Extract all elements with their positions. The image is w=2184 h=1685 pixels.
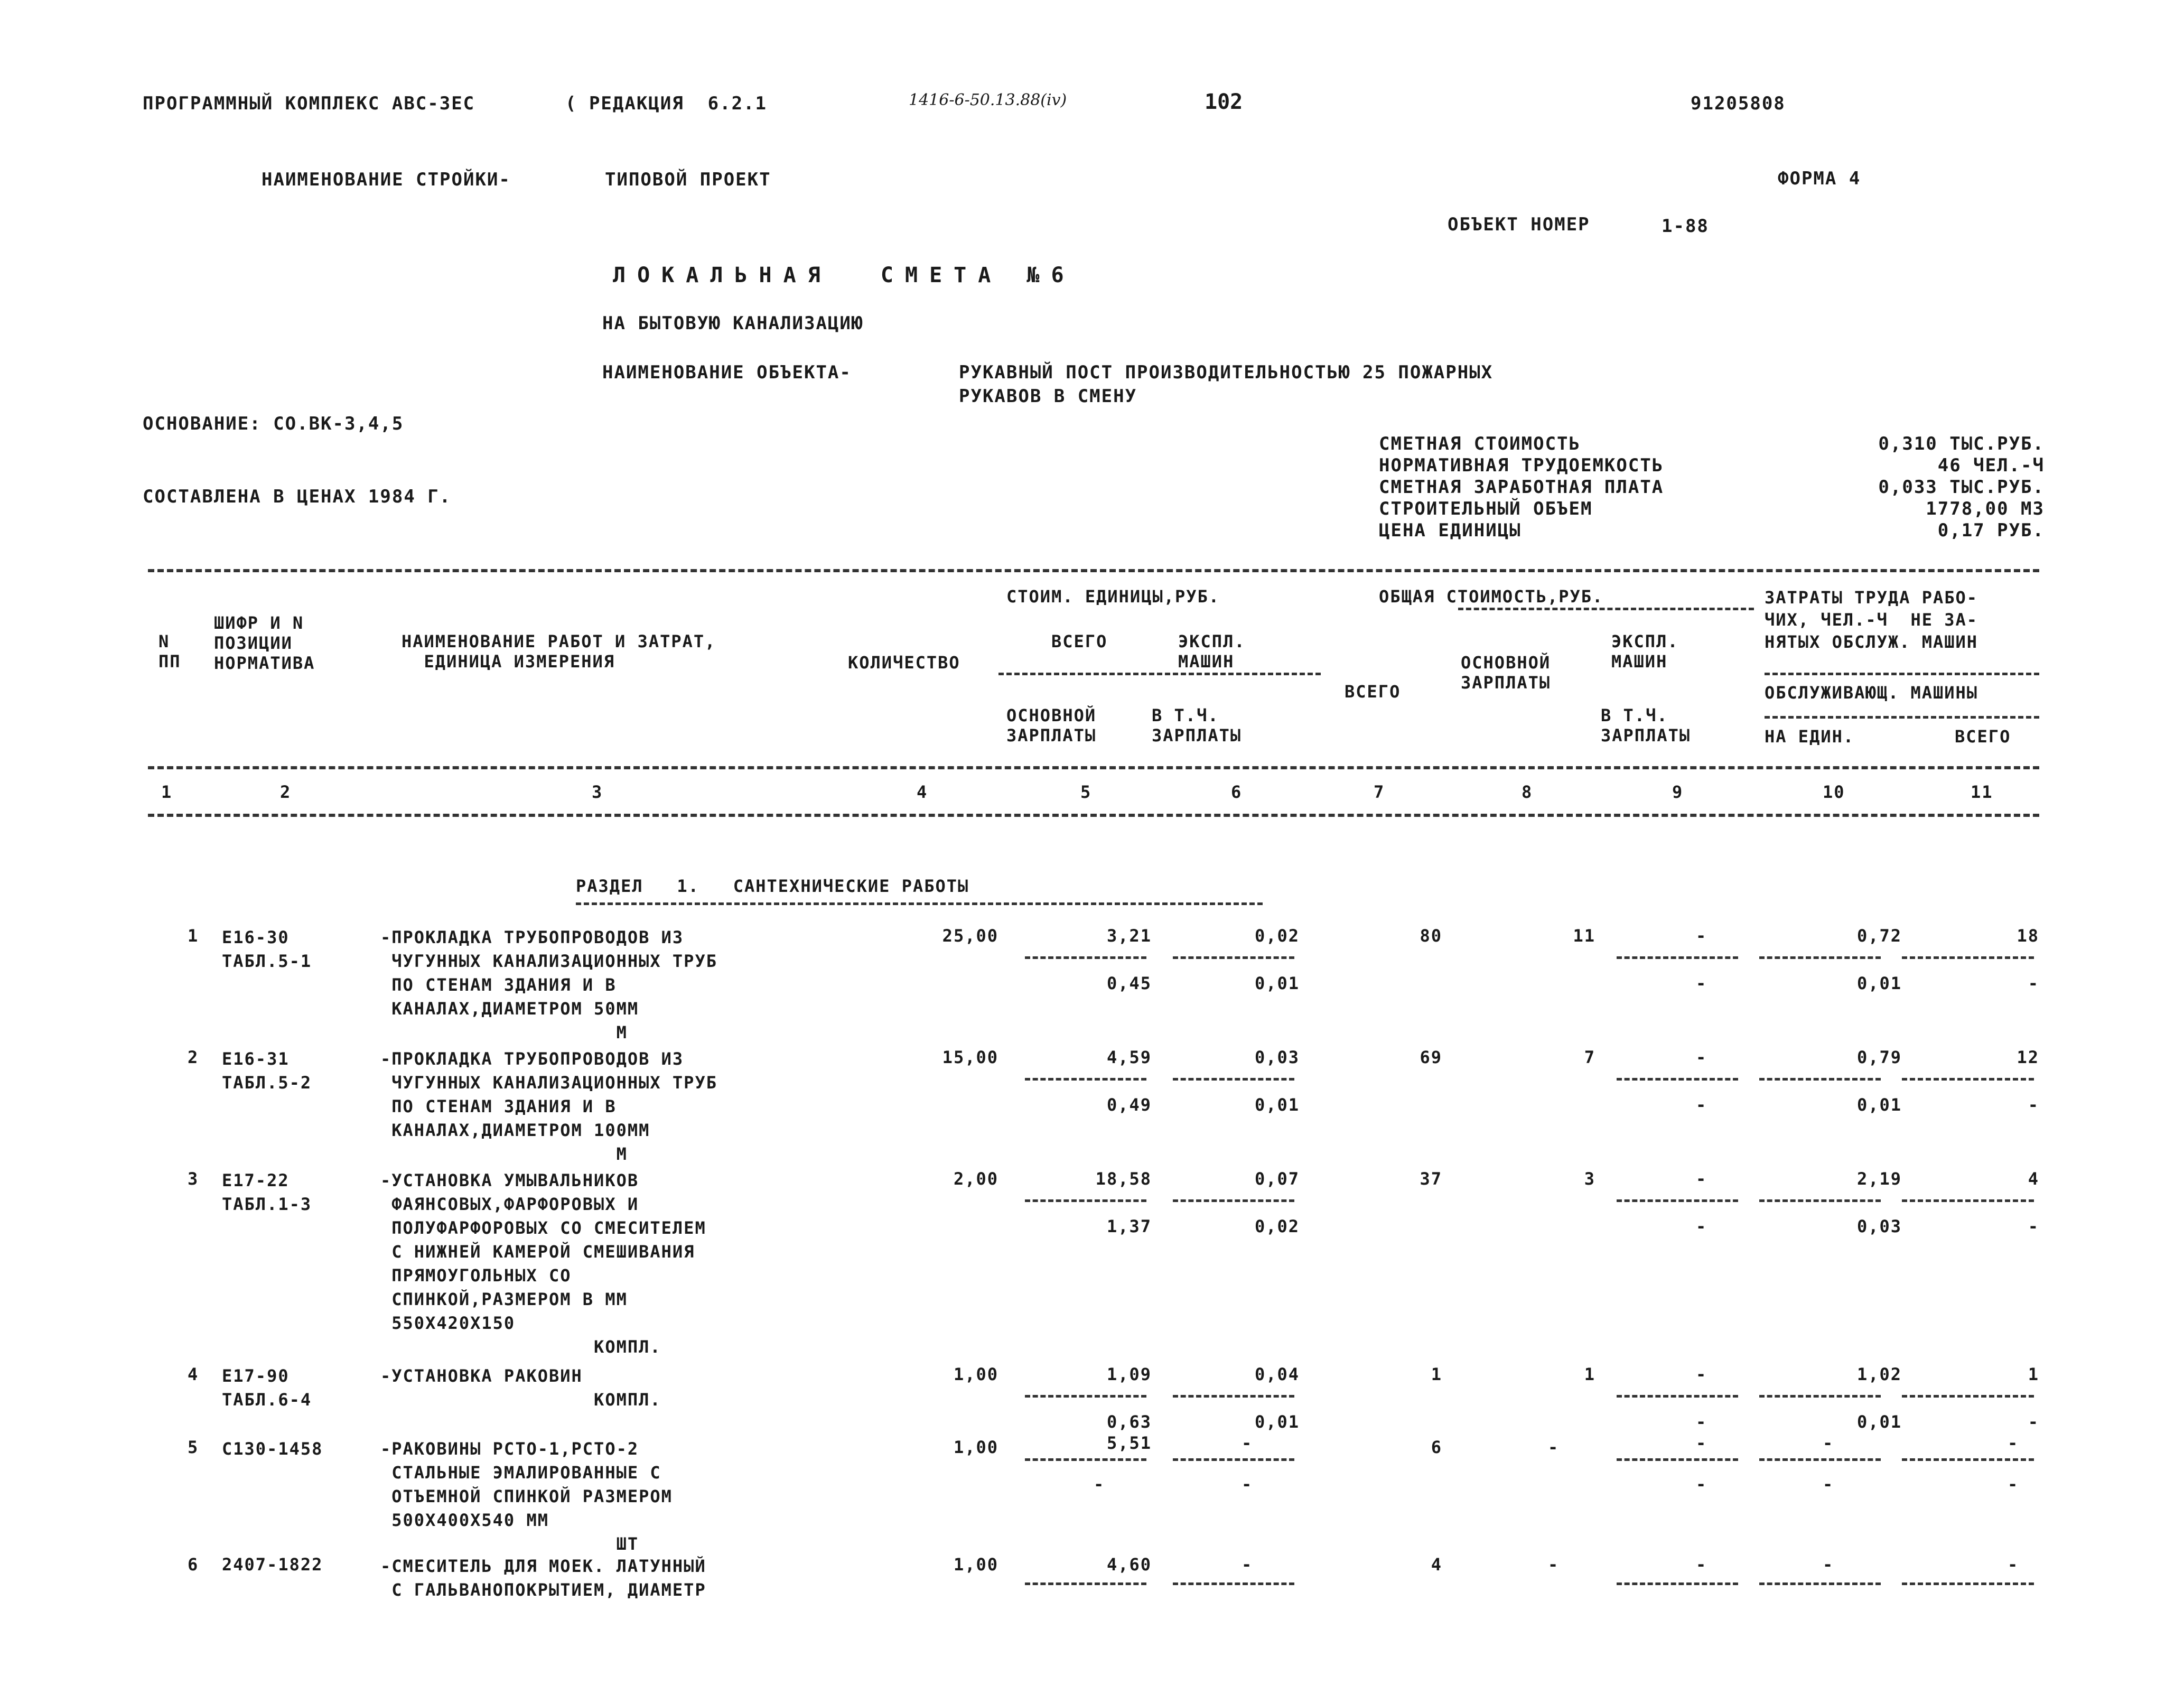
row-unit-incl-wage: 0,01 [1254, 973, 1300, 993]
row-base-wage: 11 [1573, 926, 1595, 946]
row-qty: 1,00 [953, 1364, 998, 1384]
row-sub-rule [1173, 956, 1294, 959]
row-unit-total: 18,58 [1095, 1169, 1152, 1189]
construction-label: НАИМЕНОВАНИЕ СТРОЙКИ- [262, 169, 511, 190]
row-unit-incl-wage: 0,01 [1254, 1095, 1300, 1115]
page-title: ЛОКАЛЬНАЯ СМЕТА №6 [613, 263, 1076, 287]
row-name: -ПРОКЛАДКА ТРУБОПРОВОДОВ ИЗ ЧУГУННЫХ КАНАЛИЗАЦИОННЫХ ТРУБ ПО СТЕНАМ ЗДАНИЯ И В КАНАЛАХ,ДИАМЕТРОМ 50ММ М [380, 927, 717, 1042]
row-unit-mach: 0,03 [1254, 1047, 1300, 1067]
row-unit-base-wage: 0,63 [1106, 1412, 1152, 1432]
object-line-1: РУКАВНЫЙ ПОСТ ПРОИЗВОДИТЕЛЬНОСТЬЮ 25 ПОЖАРНЫХ [959, 362, 1494, 383]
row-code: 2407-1822 [222, 1554, 323, 1575]
row-unit-mach: - [1242, 1554, 1253, 1575]
header-unit-base-wage: ОСНОВНОЙ ЗАРПЛАТЫ [1006, 705, 1097, 746]
object-label: НАИМЕНОВАНИЕ ОБЪЕКТА- [602, 362, 852, 383]
row-unit-base-wage: 0,45 [1106, 973, 1152, 993]
summary-value: 0,033 ТЫС.РУБ. [1878, 477, 2045, 498]
row-sub-rule [1173, 1582, 1294, 1585]
row-incl-wage: - [1696, 1095, 1707, 1115]
header-unit-mach: ЭКСПЛ. МАШИН [1178, 631, 1246, 672]
row-labor-total-2: - [2028, 1412, 2039, 1432]
header-inner-rule [1458, 608, 1754, 610]
row-unit-mach: 0,04 [1254, 1364, 1300, 1384]
handwritten-note: 1416-6-50.13.88(iv) [909, 91, 1067, 109]
row-number: 6 [188, 1554, 199, 1575]
row-name: -УСТАНОВКА РАКОВИН КОМПЛ. [380, 1366, 661, 1410]
prices-basis: СОСТАВЛЕНА В ЦЕНАХ 1984 Г. [143, 486, 452, 507]
object-number-value: 1-88 [1662, 216, 1709, 237]
row-sub-rule [1617, 956, 1738, 959]
header-labor-unit: НА ЕДИН. [1765, 727, 1855, 747]
row-labor-total: - [2008, 1433, 2019, 1453]
header-group-unit: СТОИМ. ЕДИНИЦЫ,РУБ. [1006, 587, 1220, 607]
row-base-wage: 7 [1584, 1047, 1595, 1067]
row-number: 1 [188, 926, 199, 946]
row-qty: 1,00 [953, 1554, 998, 1575]
header-inner-rule [1765, 673, 2039, 675]
summary-values [1775, 433, 2045, 542]
header-group-total: ОБЩАЯ СТОИМОСТЬ,РУБ. [1379, 587, 1604, 607]
row-unit-mach: - [1242, 1433, 1253, 1453]
row-sub-rule [1617, 1395, 1738, 1398]
row-unit-base-wage: 0,49 [1106, 1095, 1152, 1115]
header-bottom-rule [148, 766, 2039, 769]
row-unit-total: 4,59 [1106, 1047, 1152, 1067]
program-name: ПРОГРАММНЫЙ КОМПЛЕКС АВС-3ЕС [143, 93, 475, 114]
table-columns-rule [148, 814, 2039, 817]
col-number: 7 [1374, 782, 1385, 802]
row-base-wage: 1 [1584, 1364, 1595, 1384]
col-number: 1 [161, 782, 173, 802]
row-incl-wage: - [1696, 1412, 1707, 1432]
col-number: 4 [917, 782, 928, 802]
construction-value: ТИПОВОЙ ПРОЕКТ [605, 169, 771, 190]
header-col-n: N ПП [158, 631, 181, 672]
row-mach: - [1696, 1169, 1707, 1189]
row-sub-rule [1759, 1458, 1881, 1461]
row-base-wage: - [1548, 1554, 1560, 1575]
page-number: 102 [1205, 90, 1243, 114]
row-sub-rule [1902, 1199, 2034, 1202]
row-qty: 2,00 [953, 1169, 998, 1189]
header-inner-rule [998, 673, 1321, 675]
row-labor-total: 1 [2028, 1364, 2039, 1384]
row-unit-total: 3,21 [1106, 926, 1152, 946]
row-sub-rule [1617, 1078, 1738, 1081]
summary-value: 1778,00 М3 [1926, 498, 2045, 519]
row-mach: - [1696, 926, 1707, 946]
row-sub-rule [1173, 1078, 1294, 1081]
row-labor-unit: - [1823, 1433, 1834, 1453]
row-name: -УСТАНОВКА УМЫВАЛЬНИКОВ ФАЯНСОВЫХ,ФАРФОРОВЫХ И ПОЛУФАРФОРОВЫХ СО СМЕСИТЕЛЕМ С НИЖНЕЙ КАМЕРОЙ СМЕШИВАНИЯ ПРЯМОУГОЛЬНЫХ СО СПИНКОЙ,РАЗМЕРОМ В ММ 550Х420Х150 КОМПЛ. [380, 1170, 706, 1357]
row-unit-base-wage: 1,37 [1106, 1216, 1152, 1236]
summary-label: СМЕТНАЯ ЗАРАБОТНАЯ ПЛАТА [1379, 477, 1664, 498]
row-labor-unit: - [1823, 1554, 1834, 1575]
row-sub-rule [1025, 1395, 1146, 1398]
row-labor-total-2: - [2028, 973, 2039, 993]
row-sub-rule [1759, 1395, 1881, 1398]
row-sub-rule [1759, 1582, 1881, 1585]
row-code: Е16-30 ТАБЛ.5-1 [222, 927, 312, 971]
row-labor-total: 4 [2028, 1169, 2039, 1189]
form-label: ФОРМА 4 [1778, 168, 1861, 189]
col-number: 9 [1672, 782, 1684, 802]
row-sub-rule [1173, 1395, 1294, 1398]
row-unit-mach: 0,07 [1254, 1169, 1300, 1189]
header-total-base-wage: ОСНОВНОЙ ЗАРПЛАТЫ [1461, 653, 1551, 693]
row-unit-incl-wage: 0,01 [1254, 1412, 1300, 1432]
summary-value: 0,17 РУБ. [1937, 520, 2045, 541]
row-incl-wage: - [1696, 1474, 1707, 1494]
row-sub-rule [1173, 1458, 1294, 1461]
summary-labels [1379, 433, 1664, 542]
col-number: 6 [1231, 782, 1243, 802]
header-col-qty: КОЛИЧЕСТВО [848, 653, 960, 673]
row-total: 1 [1431, 1364, 1442, 1384]
header-total-all: ВСЕГО [1345, 682, 1401, 702]
row-labor-total: 12 [2017, 1047, 2039, 1067]
row-sub-rule [1173, 1199, 1294, 1202]
row-code: Е17-90 ТАБЛ.6-4 [222, 1366, 312, 1410]
row-incl-wage: - [1696, 1216, 1707, 1236]
row-sub-rule [1025, 956, 1146, 959]
row-unit-total: 5,51 [1106, 1433, 1152, 1453]
row-name: -ПРОКЛАДКА ТРУБОПРОВОДОВ ИЗ ЧУГУННЫХ КАНАЛИЗАЦИОННЫХ ТРУБ ПО СТЕНАМ ЗДАНИЯ И В КАНАЛАХ,ДИАМЕТРОМ 100ММ М [380, 1049, 717, 1164]
row-sub-rule [1617, 1458, 1738, 1461]
summary-label: ЦЕНА ЕДИНИЦЫ [1379, 520, 1522, 541]
row-labor-unit: 2,19 [1856, 1169, 1902, 1189]
header-col-name: НАИМЕНОВАНИЕ РАБОТ И ЗАТРАТ, ЕДИНИЦА ИЗМЕРЕНИЯ [402, 631, 716, 672]
row-labor-unit-2: 0,01 [1856, 1412, 1902, 1432]
row-unit-total: 4,60 [1106, 1554, 1152, 1575]
row-number: 5 [188, 1437, 199, 1457]
row-sub-rule [1025, 1458, 1146, 1461]
summary-value: 46 ЧЕЛ.-Ч [1937, 455, 2045, 476]
row-code: С130-1458 [222, 1439, 323, 1459]
col-number: 5 [1080, 782, 1092, 802]
table-top-rule [148, 569, 2039, 572]
object-number-label: ОБЪЕКТ НОМЕР [1448, 214, 1590, 235]
header-labor-service: ОБСЛУЖИВАЮЩ. МАШИНЫ [1765, 683, 1978, 703]
basis: ОСНОВАНИЕ: СО.ВК-3,4,5 [143, 413, 404, 434]
row-code: Е16-31 ТАБЛ.5-2 [222, 1049, 312, 1093]
row-labor-total-2: - [2028, 1216, 2039, 1236]
header-total-mach: ЭКСПЛ. МАШИН [1611, 631, 1679, 672]
row-sub-rule [1902, 1458, 2034, 1461]
row-sub-rule [1617, 1582, 1738, 1585]
row-sub-rule [1902, 1078, 2034, 1081]
col-number: 8 [1522, 782, 1533, 802]
header-inner-rule [1765, 716, 2039, 719]
row-sub-rule [1759, 956, 1881, 959]
page-subtitle: НА БЫТОВУЮ КАНАЛИЗАЦИЮ [602, 313, 864, 334]
header-col-code: ШИФР И N ПОЗИЦИИ НОРМАТИВА [214, 613, 315, 673]
row-mach: - [1696, 1433, 1707, 1453]
row-labor-unit: 0,79 [1856, 1047, 1902, 1067]
summary-value: 0,310 ТЫС.РУБ. [1878, 433, 2045, 454]
row-labor-total: 18 [2017, 926, 2039, 946]
row-labor-unit-2: 0,01 [1856, 1095, 1902, 1115]
row-sub-rule [1759, 1078, 1881, 1081]
col-number: 11 [1971, 782, 1993, 802]
row-unit-incl-wage: 0,02 [1254, 1216, 1300, 1236]
row-number: 2 [188, 1047, 199, 1067]
row-sub-rule [1617, 1199, 1738, 1202]
col-number: 3 [592, 782, 603, 802]
row-qty: 25,00 [942, 926, 998, 946]
summary-label: НОРМАТИВНАЯ ТРУДОЕМКОСТЬ [1379, 455, 1664, 476]
edition: ( РЕДАКЦИЯ 6.2.1 [565, 93, 767, 114]
section-underline [576, 902, 1263, 905]
row-labor-unit: 1,02 [1856, 1364, 1902, 1384]
col-number: 10 [1823, 782, 1845, 802]
row-mach: - [1696, 1364, 1707, 1384]
summary-label: СТРОИТЕЛЬНЫЙ ОБЪЕМ [1379, 498, 1593, 519]
row-unit-total: 1,09 [1106, 1364, 1152, 1384]
section-title: РАЗДЕЛ 1. САНТЕХНИЧЕСКИЕ РАБОТЫ [576, 876, 969, 896]
row-name: -РАКОВИНЫ РСТО-1,РСТО-2 СТАЛЬНЫЕ ЭМАЛИРОВАННЫЕ С ОТЪЕМНОЙ СПИНКОЙ РАЗМЕРОМ 500Х400Х540 ММ ШТ [380, 1439, 673, 1554]
row-sub-rule [1902, 1582, 2034, 1585]
row-total: 6 [1431, 1437, 1442, 1457]
row-sub-rule [1025, 1078, 1146, 1081]
row-mach: - [1696, 1047, 1707, 1067]
row-sub-rule [1025, 1199, 1146, 1202]
row-labor-total: - [2008, 1554, 2019, 1575]
row-sub-rule [1902, 956, 2034, 959]
row-labor-unit-2: - [1823, 1474, 1834, 1494]
row-total: 4 [1431, 1554, 1442, 1575]
header-group-labor: ЗАТРАТЫ ТРУДА РАБО- ЧИХ, ЧЕЛ.-Ч НЕ ЗА- НЯТЫХ ОБСЛУЖ. МАШИН [1765, 588, 1978, 652]
row-sub-rule [1025, 1582, 1146, 1585]
row-total: 80 [1420, 926, 1442, 946]
header-total-incl-wage: В Т.Ч. ЗАРПЛАТЫ [1601, 705, 1691, 746]
row-sub-rule [1902, 1395, 2034, 1398]
row-labor-unit: 0,72 [1856, 926, 1902, 946]
row-number: 3 [188, 1169, 199, 1189]
row-qty: 15,00 [942, 1047, 998, 1067]
row-labor-total-2: - [2008, 1474, 2019, 1494]
row-labor-total-2: - [2028, 1095, 2039, 1115]
row-name: -СМЕСИТЕЛЬ ДЛЯ МОЕК. ЛАТУННЫЙ С ГАЛЬВАНОПОКРЫТИЕМ, ДИАМЕТР [380, 1556, 706, 1600]
row-base-wage: 3 [1584, 1169, 1595, 1189]
row-unit-mach: 0,02 [1254, 926, 1300, 946]
row-base-wage: - [1548, 1437, 1560, 1457]
row-qty: 1,00 [953, 1437, 998, 1457]
row-labor-unit-2: 0,01 [1856, 973, 1902, 993]
row-unit-base-wage: - [1094, 1474, 1105, 1494]
header-unit-incl-wage: В Т.Ч. ЗАРПЛАТЫ [1152, 705, 1242, 746]
row-unit-incl-wage: - [1242, 1474, 1253, 1494]
row-number: 4 [188, 1364, 199, 1384]
row-total: 37 [1420, 1169, 1442, 1189]
doc-code: 91205808 [1691, 93, 1786, 114]
row-incl-wage: - [1696, 973, 1707, 993]
row-total: 69 [1420, 1047, 1442, 1067]
summary-label: СМЕТНАЯ СТОИМОСТЬ [1379, 433, 1581, 454]
row-sub-rule [1759, 1199, 1881, 1202]
header-labor-total: ВСЕГО [1955, 727, 2011, 747]
header-unit-total: ВСЕГО [1051, 631, 1108, 651]
row-labor-unit-2: 0,03 [1856, 1216, 1902, 1236]
col-number: 2 [280, 782, 292, 802]
row-mach: - [1696, 1554, 1707, 1575]
object-line-2: РУКАВОВ В СМЕНУ [959, 386, 1137, 407]
row-code: Е17-22 ТАБЛ.1-3 [222, 1170, 312, 1214]
